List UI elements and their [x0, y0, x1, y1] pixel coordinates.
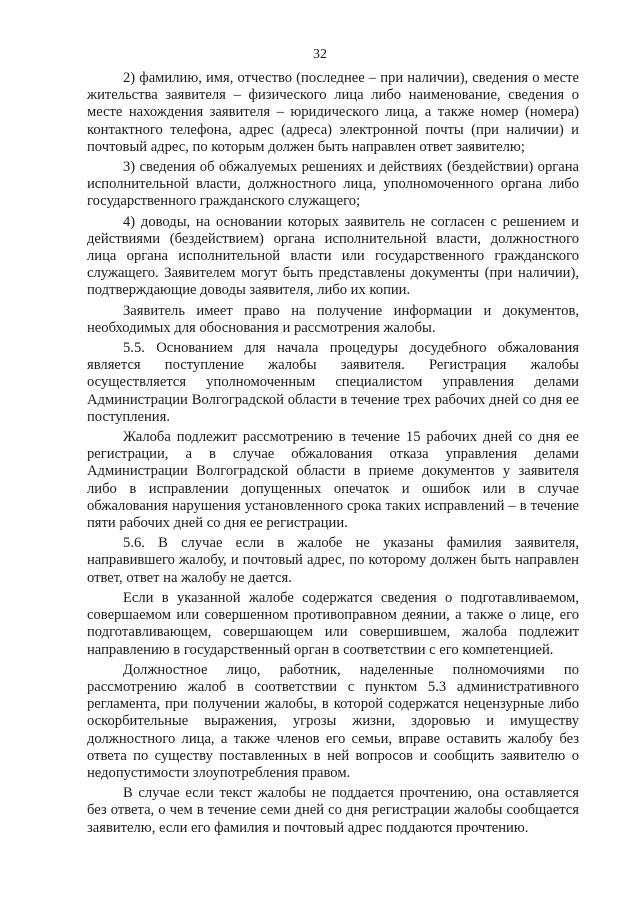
- paragraph-arguments: 4) доводы, на основании которых заявитель не согласен с решением и действиями (бездействием) органа исполнительной власти, должностного лица органа исполнительной власти или государственного гражданского служащего. Заявителем могут быть представлены документы (при наличии), подтверждающие доводы заявителя, либо их копии.: [87, 213, 579, 299]
- paragraph-5-6-no-answer: 5.6. В случае если в жалобе не указаны фамилия заявителя, направившего жалобу, и почтовый адрес, по которому должен быть направлен ответ, ответ на жалобу не дается.: [87, 535, 579, 586]
- paragraph-applicant-details: 2) фамилию, имя, отчество (последнее – при наличии), сведения о месте жительства заявителя – физического лица либо наименование, сведения о месте нахождения заявителя – юридического лица, а также номер (номера) контактного телефона, адрес (адреса) электронной почты (при наличии) и почтовый адрес, по которым должен быть направлен ответ заявителю;: [87, 70, 579, 155]
- paragraph-unreadable-complaint: В случае если текст жалобы не поддается прочтению, она оставляется без ответа, о чем в течение семи дней со дня регистрации жалобы сообщается заявителю, если его фамилия и почтовый адрес поддаются прочтению.: [87, 785, 579, 836]
- page-number: 32: [313, 47, 327, 62]
- paragraph-right-to-information: Заявитель имеет право на получение информации и документов, необходимых для обоснования и рассмотрения жалобы.: [87, 302, 579, 336]
- paragraph-unlawful-act: Если в указанной жалобе содержатся сведения о подготавливаемом, совершаемом или совершенном противоправном деянии, а также о лице, его подготавливающем, совершающем или совершившем, жалоба подлежит направлению в государственный орган в соответствии с его компетенцией.: [87, 589, 579, 658]
- paragraph-review-period: Жалоба подлежит рассмотрению в течение 15 рабочих дней со дня ее регистрации, а в случае обжалования отказа управления делами Администрации Волгоградской области в приеме документов у заявителя либо в исправлении допущенных опечаток и ошибок или в случае обжалования нарушения установленного срока таких исправлений – в течение пяти рабочих дней со дня ее регистрации.: [87, 429, 579, 532]
- document-body: [87, 70, 579, 840]
- paragraph-appealed-decisions: 3) сведения об обжалуемых решениях и действиях (бездействии) органа исполнительной власти, должностного лица, уполномоченного органа либо государственного гражданского служащего;: [87, 159, 579, 210]
- paragraph-5-5-registration: 5.5. Основанием для начала процедуры досудебного обжалования является поступление жалобы заявителя. Регистрация жалобы осуществляется уполномоченным специалистом управления делами Администрации Волгоградской области в течение трех рабочих дней со дня ее поступления.: [87, 340, 579, 425]
- paragraph-offensive-complaint: Должностное лицо, работник, наделенные полномочиями по рассмотрению жалоб в соответствии с пунктом 5.3 административного регламента, при получении жалобы, в которой содержатся нецензурные либо оскорбительные выражения, угрозы жизни, здоровью и имуществу должностного лица, а также членов его семьи, вправе оставить жалобу без ответа по существу поставленных в ней вопросов и сообщить заявителю о недопустимости злоупотребления правом.: [87, 661, 579, 781]
